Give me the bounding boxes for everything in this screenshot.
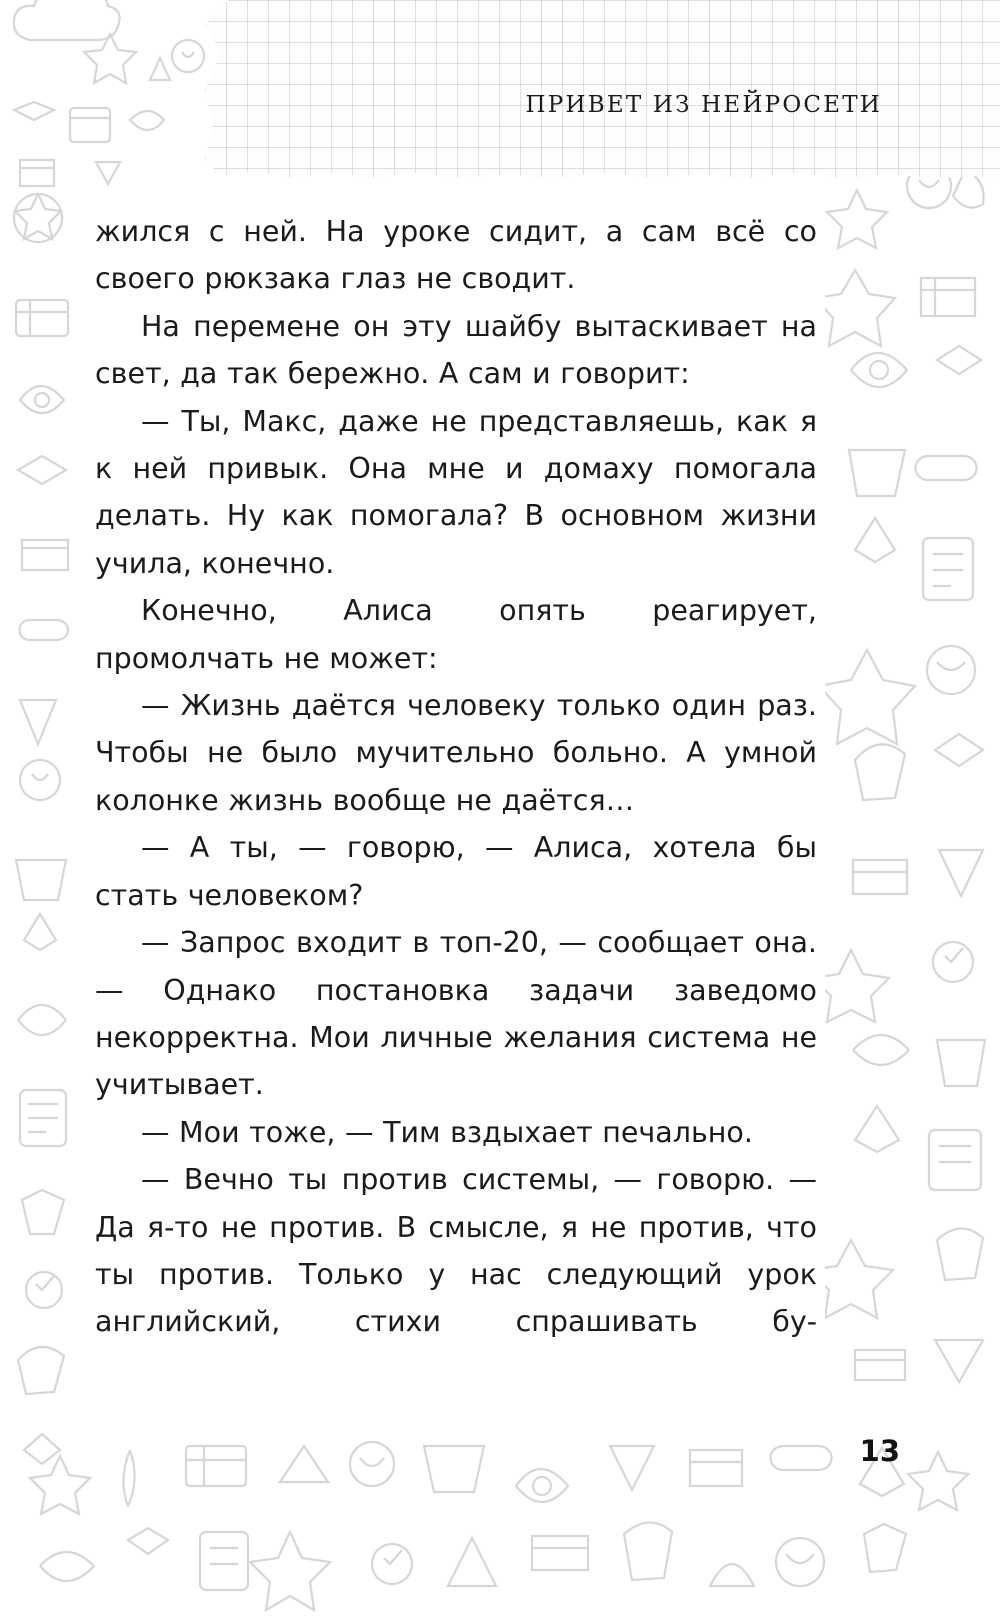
paragraph: — Мои тоже, — Тим вздыхает печально. [141, 1115, 753, 1149]
running-head: ПРИВЕТ ИЗ НЕЙРОСЕТИ [525, 92, 882, 118]
paragraph: На перемене он эту шайбу вытаскивает на свет, да так бережно. А сам и говорит: [95, 309, 817, 391]
grid-paper-fill [205, 0, 1000, 178]
doodle-right-icon [825, 150, 1000, 1450]
doodle-left-icon [0, 0, 110, 1616]
grid-paper-strip [205, 0, 1000, 178]
paragraph: — Жизнь даётся человеку только один раз. Чтобы не было мучительно больно. А умной колонке жизнь вообще не даётся… [95, 689, 817, 817]
page-number: 13 [859, 1434, 900, 1468]
paragraph: — Вечно ты против системы, — говорю. — Да я-то не против. В смысле, я не против, что ты против. Только у нас следующий урок английский, стихи спрашивать бу- [95, 1163, 817, 1339]
paragraph: — Запрос входит в топ-20, — сообщает она. — Однако постановка задачи заведомо некорректна. Мои личные желания система не учитывает. [95, 926, 817, 1102]
paragraph: Конечно, Алиса опять реагирует, промолчать не может: [95, 594, 817, 675]
paragraph: — Ты, Макс, даже не представляешь, как я к ней привык. Она мне и домаху помогала делать. Ну как помогала? В основном жизни учила, конечно. [95, 404, 817, 580]
paragraph: — А ты, — говорю, — Алиса, хотела бы стать человеком? [95, 831, 817, 912]
doodle-bottom-icon [0, 1416, 1000, 1616]
paragraph: жился с ней. На уроке сидит, а сам всё со своего рюкзака глаз не сводит. [95, 215, 817, 296]
page-body-text [95, 208, 817, 1346]
